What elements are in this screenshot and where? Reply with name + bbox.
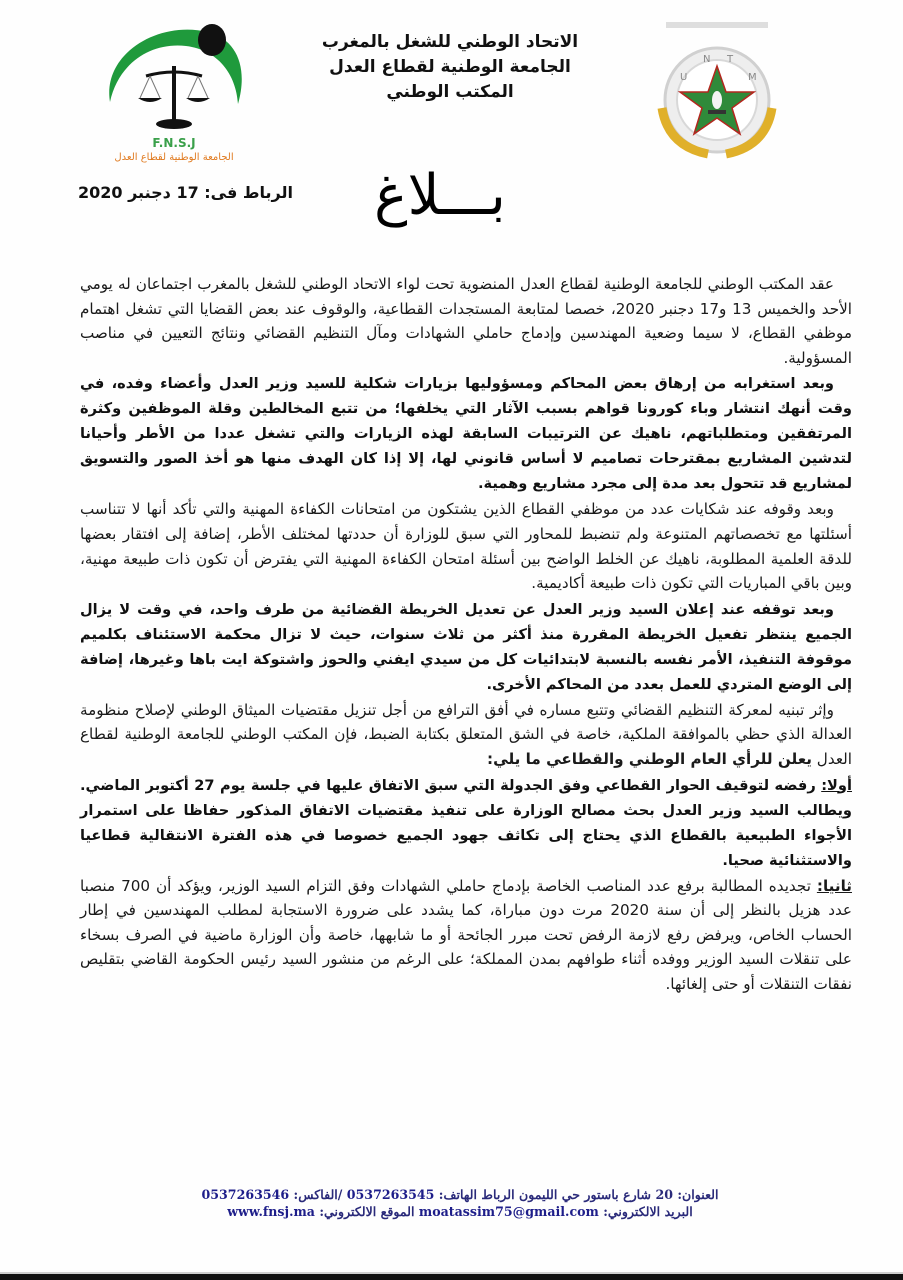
- untm-logo: [648, 18, 786, 168]
- address-line: [150, 1186, 770, 1203]
- paragraph-judicial-map: وبعد توقفه عند إعلان السيد وزير العدل عن تعديل الخريطة القضائية من طرف واحد، في وقت لا يزال الجميع ينتظر تفعيل الخريطة المقررة منذ أكثر من ثلاث سنوات، حيث لا تزال محكمة الاستئناف بكلميم موقوفة التنفيذ، الأمر نفسه بالنسبة لابتدائيات كل من سيدي ايفني والحوز واشتوكة ايت باها وغيرها، إضافة إلى الوضع المتردي للعمل بعدد من المحاكم الأخرى.: [80, 600, 852, 693]
- paragraph-text: وإثر تبنيه لمعركة التنظيم القضائي وتتبع مساره في أفق الترافع من أجل تنزيل مقتضيات الميثاق الوطني لإصلاح منظومة العدالة الذي حظي بالموافقة الملكية، خاصة في الشق المتعلق بكتابة الضبط، فإن المكتب الوطني للجامعة الوطنية لقطاع العدل: [80, 700, 852, 768]
- svg-text:F.N.S.J: F.N.S.J: [152, 136, 196, 150]
- email-line: [150, 1203, 770, 1220]
- item-second-text: تجديده المطالبة برفع عدد المناصب الخاصة بإدماج حاملي الشهادات وفق التزام السيد الوزير، ويؤكد أن 700 منصبا عدد هزيل بالنظر إلى أن سنة 2020 مرت دون مباراة، كما يشدد على ضرورة الاستجابة لمطلب المهندسين في إطار الحساب الخاص، ويرفض رفع لازمة الرفض تحت مبرر الجائحة أو ما شابهها، خاصة وأن الوزارة ماضية في الصرف بسخاء على تنقلات السيد الوزير ووفده أثناء طوافهم بمدن المملكة؛ على الرغم من منشور السيد رئيس الحكومة القاضي بتقليص نفقات التنقلات أو حتى إلغائها.: [80, 876, 852, 993]
- item-second: [80, 874, 852, 997]
- svg-text:T: T: [727, 54, 734, 65]
- item-first: [80, 773, 852, 873]
- phone-number[interactable]: 0537263545: [346, 1187, 435, 1202]
- paragraph-competency-exams: وبعد وقوفه عند شكايات عدد من موظفي القطاع الذين يشتكون من امتحانات الكفاءة المهنية والتي تأكد أنها لا تتناسب أسئلتها مع تخصصاتهم المتنوعة ولم تنضبط للمحاور التي سبق للوزارة أن حددتها لمختلف الأطر، إضافة إلى افتقار بعضها للدقة العلمية المطلوبة، ناهيك عن الخلط الواضح بين أسئلة امتحان الكفاءة المهنية التي يفترض أن تكون ذات طبيعة مهنية، وبين باقي المباريات التي تكون ذات طبيعة أكاديمية.: [80, 500, 852, 593]
- svg-text:الجامعة الوطنية لقطاع العدل: الجامعة الوطنية لقطاع العدل: [114, 152, 234, 163]
- date-line: الرباط فى: 17 دجنبر 2020: [78, 183, 293, 202]
- paragraph-meeting: عقد المكتب الوطني للجامعة الوطنية لقطاع العدل المنضوية تحت لواء الاتحاد الوطني للشغل بالمغرب اجتماعان له يومي الأحد والخميس 13 و17 دجنبر 2020، خصصا لمتابعة المستجدات القطاعية، والوقوف عند بعض القضايا التي تشغل اهتمام موظفي القطاع، لا سيما وضعية المهندسين وإدماج حاملي الشهادات ومآل التنظيم القضائي ونتائج التعيين في مناصب المسؤولية.: [80, 275, 852, 367]
- website-label: الموقع الالكتروني:: [314, 1204, 419, 1219]
- announcement-text: يعلن للرأي العام الوطني والقطاعي ما يلي:: [487, 749, 812, 768]
- item-second-label: ثانيا:: [816, 876, 852, 895]
- org-line-union: الاتحاد الوطني للشغل بالمغرب: [321, 32, 579, 52]
- email-link[interactable]: moatassim75@gmail.com: [418, 1204, 599, 1219]
- org-line-office: المكتب الوطني: [386, 82, 514, 102]
- document-title: بـــلاغ: [374, 163, 506, 228]
- fax-number: 0537263546: [201, 1187, 290, 1202]
- contact-footer: [150, 1186, 770, 1220]
- svg-text:M: M: [748, 72, 757, 83]
- website-link[interactable]: www.fnsj.ma: [227, 1204, 315, 1219]
- svg-text:N: N: [703, 54, 711, 65]
- paragraph-minister-visits: وبعد استغرابه من إرهاق بعض المحاكم ومسؤوليها بزيارات شكلية للسيد وزير العدل وأعضاء وفده، في وقت أنهك انتشار وباء كورونا قواهم بسبب الآثار التي يخلفها؛ من تتبع المخالطين وقلة الموظفين وكثرة المرتفقين ومتطلباتهم، ناهيك عن الترتيبات السابقة لهذه الزيارات والتي تشغل عددا من الأطر وأحيانا لتدشين المشاريع بمقترحات تصاميم لا أساس قانوني لها، إلا إذا كان الهدف منها هو أخذ الصور والتسويق لمشاريع قد تتحول بعد مدة إلى مجرد مشاريع وهمية.: [80, 375, 852, 493]
- email-label: البريد الالكتروني:: [598, 1204, 693, 1219]
- scales-of-justice-icon: [88, 14, 258, 164]
- item-first-label: أولا:: [821, 776, 852, 794]
- organization-header: [300, 30, 600, 105]
- item-first-text: رفضه لتوقيف الحوار القطاعي وفق الجدولة التي سبق الاتفاق عليها في جلسة يوم 27 أكتوبر الماضي. ويطالب السيد وزير العدل بحث مصالح الوزارة على تنفيذ مقتضيات الاتفاق المذكور حفاظا على استمرار الأجواء الطبيعية بالقطاع الذي يحتاج إلى تكاثف جهود الجميع خصوصا في هذه الفترة الانتقالية قطاعيا والاستثنائية صحيا.: [80, 776, 852, 869]
- communique-body: [80, 272, 852, 998]
- org-line-federation: الجامعة الوطنية لقطاع العدل: [329, 57, 571, 77]
- fnsj-logo: [88, 14, 258, 164]
- paragraph-judicial-organization: [80, 698, 852, 772]
- bottom-edge-bar: [0, 1272, 903, 1280]
- svg-text:U: U: [680, 72, 688, 83]
- green-star-emblem-icon: [648, 18, 786, 168]
- address-text: العنوان: 20 شارع باستور حي الليمون الرباط الهاتف:: [434, 1187, 719, 1202]
- fax-label: /الفاكس:: [289, 1187, 347, 1202]
